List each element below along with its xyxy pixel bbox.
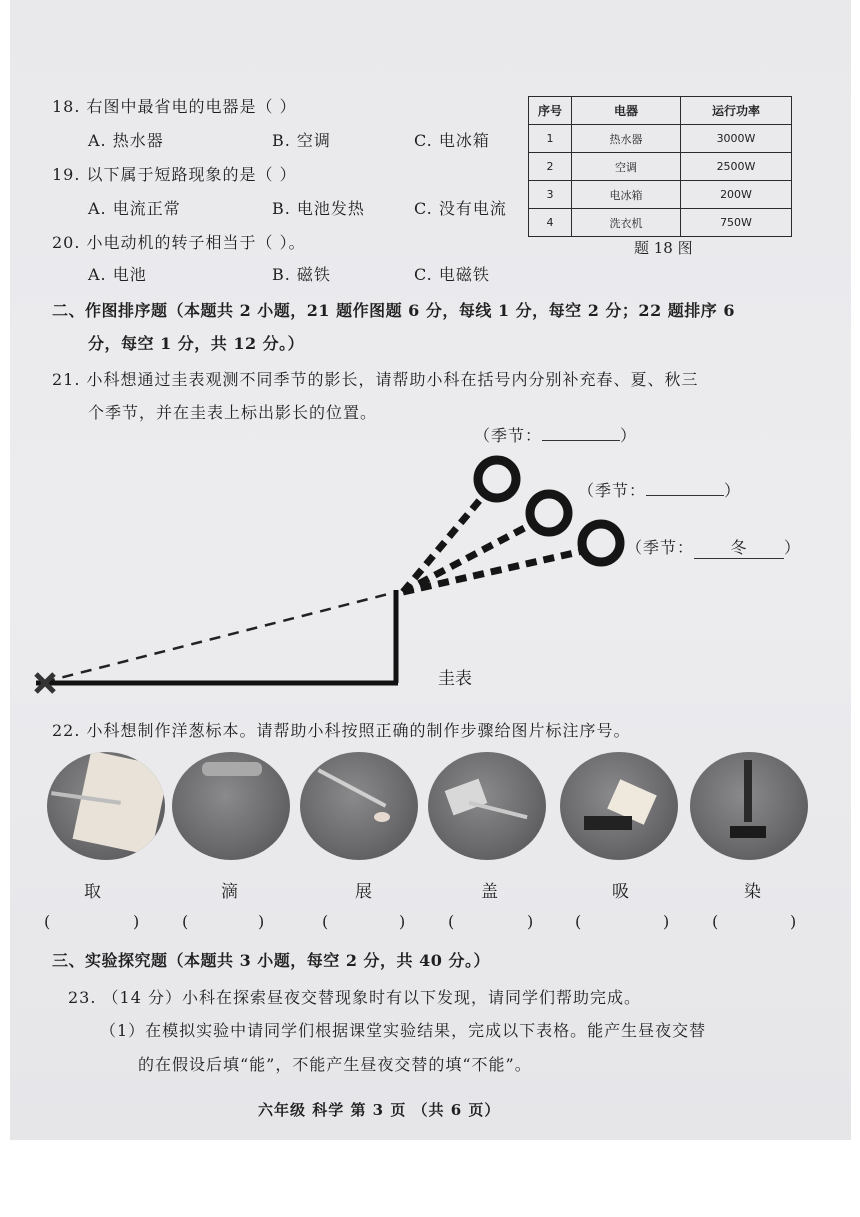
photo-step-1 — [47, 752, 165, 860]
stain-slide-shape — [730, 826, 766, 838]
needle-shape — [318, 768, 387, 807]
q18-option-b: B. 空调 — [272, 131, 331, 150]
answer-paren-close: ) — [663, 912, 670, 931]
table-cell: 2500W — [681, 153, 792, 181]
section3-heading: 三、实验探究题（本题共 3 小题，每空 2 分，共 40 分。） — [52, 951, 490, 970]
table-cell: 200W — [681, 181, 792, 209]
q22-stem: 22. 小科想制作洋葱标本。请帮助小科按照正确的制作步骤给图片标注序号。 — [52, 721, 631, 740]
season-prefix: （季节： — [626, 538, 695, 557]
answer-paren-open: ( — [575, 912, 582, 931]
dropper-shape — [744, 760, 752, 822]
q18-option-c: C. 电冰箱 — [414, 131, 490, 150]
answer-paren-open: ( — [44, 912, 51, 931]
answer-paren-open: ( — [712, 912, 719, 931]
q20-option-b: B. 磁铁 — [272, 265, 331, 284]
answer-paren-close: ) — [399, 912, 406, 931]
page-footer: 六年级 科学 第 3 页 （共 6 页） — [258, 1101, 501, 1119]
answer-paren-close: ) — [133, 912, 140, 931]
photo-step-4 — [428, 752, 546, 860]
q20-option-a: A. 电池 — [88, 265, 147, 284]
table-cell: 空调 — [572, 153, 681, 181]
gnomon-label: 圭表 — [438, 669, 472, 689]
step-label: 盖 — [481, 882, 498, 902]
step-label: 取 — [84, 882, 101, 902]
q21-stem-line2: 个季节，并在圭表上标出影长的位置。 — [88, 403, 378, 422]
answer-paren-open: ( — [182, 912, 189, 931]
season-suffix: ） — [724, 481, 742, 500]
photo-step-2 — [172, 752, 290, 860]
q20-stem: 20. 小电动机的转子相当于（ ）。 — [52, 233, 306, 252]
table-cell: 电冰箱 — [572, 181, 681, 209]
table-cell: 750W — [681, 209, 792, 237]
q23-sub-line2: 的在假设后填“能”，不能产生昼夜交替的填“不能”。 — [138, 1055, 532, 1074]
table-cell: 3 — [529, 181, 572, 209]
q19-stem: 19. 以下属于短路现象的是（ ） — [52, 165, 297, 184]
photo-step-6 — [690, 752, 808, 860]
table-cell: 热水器 — [572, 125, 681, 153]
photo-step-5 — [560, 752, 678, 860]
table-header: 运行功率 — [681, 97, 792, 125]
answer-paren-close: ) — [527, 912, 534, 931]
q19-option-c: C. 没有电流 — [414, 199, 507, 218]
sample-shape — [374, 812, 390, 822]
q23-stem: 23. （14 分）小科在探索昼夜交替现象时有以下发现，请同学们帮助完成。 — [68, 988, 641, 1007]
step-label: 吸 — [612, 882, 629, 902]
table-cell: 洗衣机 — [572, 209, 681, 237]
photo-step-3 — [300, 752, 418, 860]
table-cell: 2 — [529, 153, 572, 181]
answer-paren-close: ) — [258, 912, 265, 931]
q19-option-b: B. 电池发热 — [272, 199, 365, 218]
sun-icon — [478, 460, 516, 498]
table-caption: 题 18 图 — [634, 239, 693, 257]
season-prefix: （季节： — [578, 481, 647, 500]
table-cell: 3000W — [681, 125, 792, 153]
sun-icon — [530, 494, 568, 532]
tweezers-shape — [468, 801, 527, 819]
season-answer-blank-3[interactable]: 冬 — [694, 535, 784, 559]
step-label: 染 — [744, 882, 761, 902]
season-prefix: （季节： — [474, 426, 543, 445]
table-cell: 4 — [529, 209, 572, 237]
table-header: 序号 — [529, 97, 572, 125]
q23-sub-line1: （1）在模拟实验中请同学们根据课堂实验结果，完成以下表格。能产生昼夜交替 — [100, 1021, 707, 1040]
shadow-line — [44, 592, 396, 682]
sun-icon — [582, 524, 620, 562]
q21-stem-line1: 21. 小科想通过圭表观测不同季节的影长，请帮助小科在括号内分别补充春、夏、秋三 — [52, 370, 699, 389]
step-label: 展 — [355, 882, 372, 902]
cover-slip-shape — [445, 779, 488, 816]
step-label: 滴 — [221, 882, 238, 902]
slide-shape — [584, 816, 632, 830]
season-suffix: ） — [784, 538, 802, 557]
sun-ray-line — [403, 524, 532, 592]
dropper-shape — [202, 762, 262, 776]
q19-option-a: A. 电流正常 — [88, 199, 181, 218]
season-suffix: ） — [620, 426, 638, 445]
answer-paren-open: ( — [322, 912, 329, 931]
table-header: 电器 — [572, 97, 681, 125]
q18-option-a: A. 热水器 — [88, 131, 164, 150]
section2-heading-line2: 分，每空 1 分，共 12 分。） — [88, 334, 305, 353]
answer-paren-open: ( — [448, 912, 455, 931]
answer-paren-close: ) — [790, 912, 797, 931]
q18-stem: 18. 右图中最省电的电器是（ ） — [52, 97, 297, 116]
table-cell: 1 — [529, 125, 572, 153]
section2-heading-line1: 二、作图排序题（本题共 2 小题，21 题作图题 6 分，每线 1 分，每空 2 分；22 题排序 6 — [52, 301, 735, 320]
sun-ray-line — [403, 495, 484, 592]
q20-option-c: C. 电磁铁 — [414, 265, 490, 284]
